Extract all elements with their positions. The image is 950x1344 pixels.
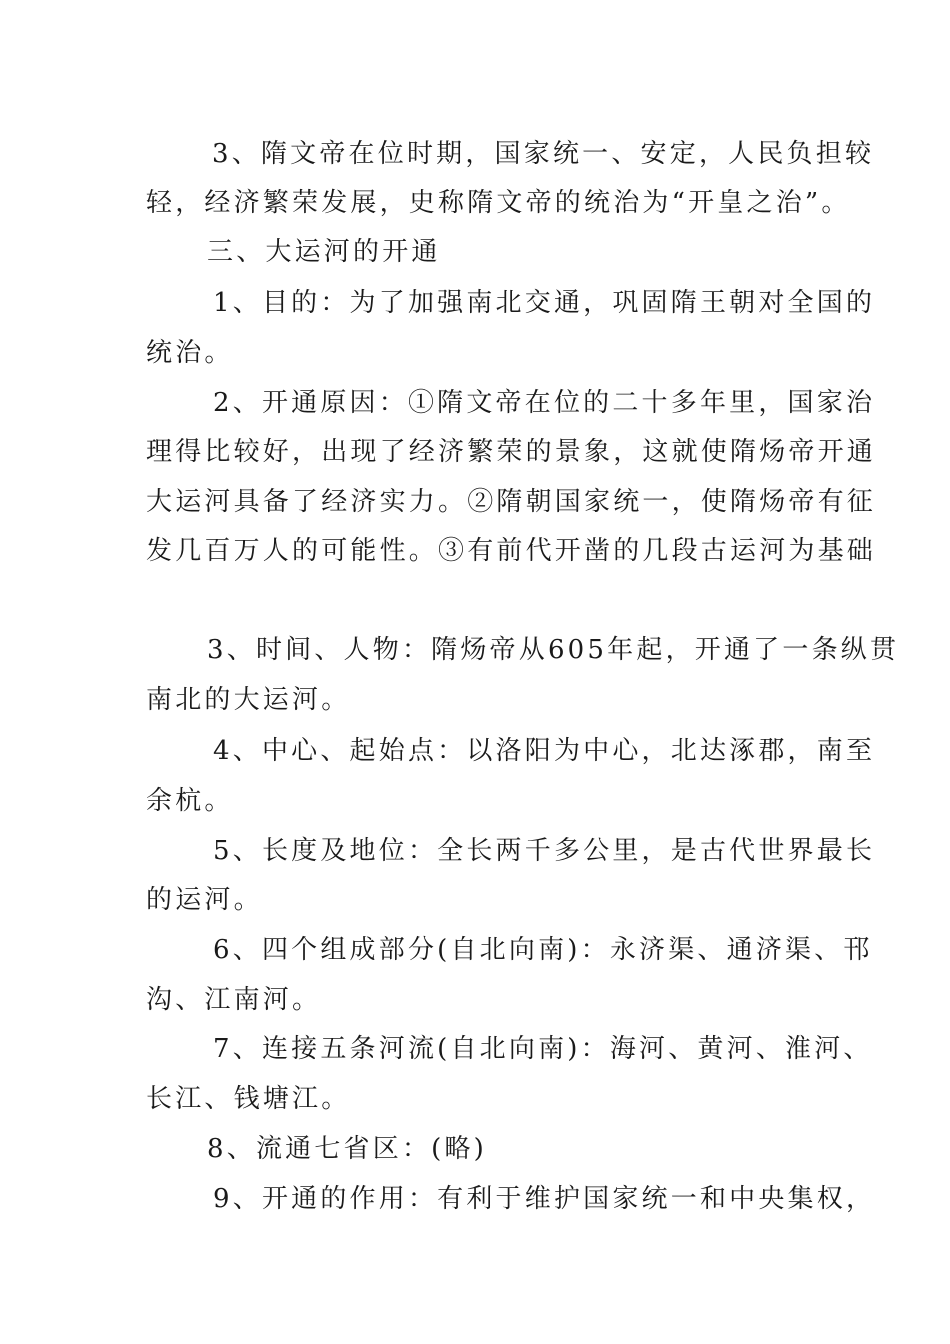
item-8-line-1: 8、流通七省区：(略) [207, 1134, 488, 1164]
item-5-line-1: 5、长度及地位：全长两千多公里，是古代世界最长 [213, 836, 876, 866]
item-2-line-2: 理得比较好，出现了经济繁荣的景象，这就使隋炀帝开通 [146, 437, 877, 467]
item-6-line-1: 6、四个组成部分(自北向南)：永济渠、通济渠、邗 [213, 935, 873, 965]
item-5-line-2: 的运河。 [146, 885, 263, 915]
item-6-line-2: 沟、江南河。 [146, 985, 322, 1015]
item-2-line-4: 发几百万人的可能性。③有前代开凿的几段古运河为基础 [146, 536, 877, 566]
item-7-line-1: 7、连接五条河流(自北向南)：海河、黄河、淮河、 [213, 1034, 873, 1064]
paragraph-3-line-2: 轻，经济繁荣发展，史称隋文帝的统治为“开皇之治”。 [146, 188, 851, 218]
item-2-line-1: 2、开通原因：①隋文帝在位的二十多年里，国家治 [213, 388, 876, 418]
item-4-line-1: 4、中心、起始点：以洛阳为中心，北达涿郡，南至 [213, 736, 876, 766]
item-4-line-2: 余杭。 [146, 786, 234, 816]
item-3-line-2: 南北的大运河。 [146, 685, 351, 715]
item-2-line-3: 大运河具备了经济实力。②隋朝国家统一，使隋炀帝有征 [146, 487, 877, 517]
item-7-line-2: 长江、钱塘江。 [146, 1084, 351, 1114]
item-9-line-1: 9、开通的作用：有利于维护国家统一和中央集权， [213, 1184, 876, 1214]
item-3-line-1: 3、时间、人物：隋炀帝从605年起，开通了一条纵贯 [207, 635, 900, 665]
item-1-line-1: 1、目的：为了加强南北交通，巩固隋王朝对全国的 [213, 288, 876, 318]
paragraph-3-line-1: 3、隋文帝在位时期，国家统一、安定，人民负担较 [212, 139, 875, 169]
section-heading: 三、大运河的开通 [207, 237, 441, 267]
item-1-line-2: 统治。 [146, 338, 234, 368]
